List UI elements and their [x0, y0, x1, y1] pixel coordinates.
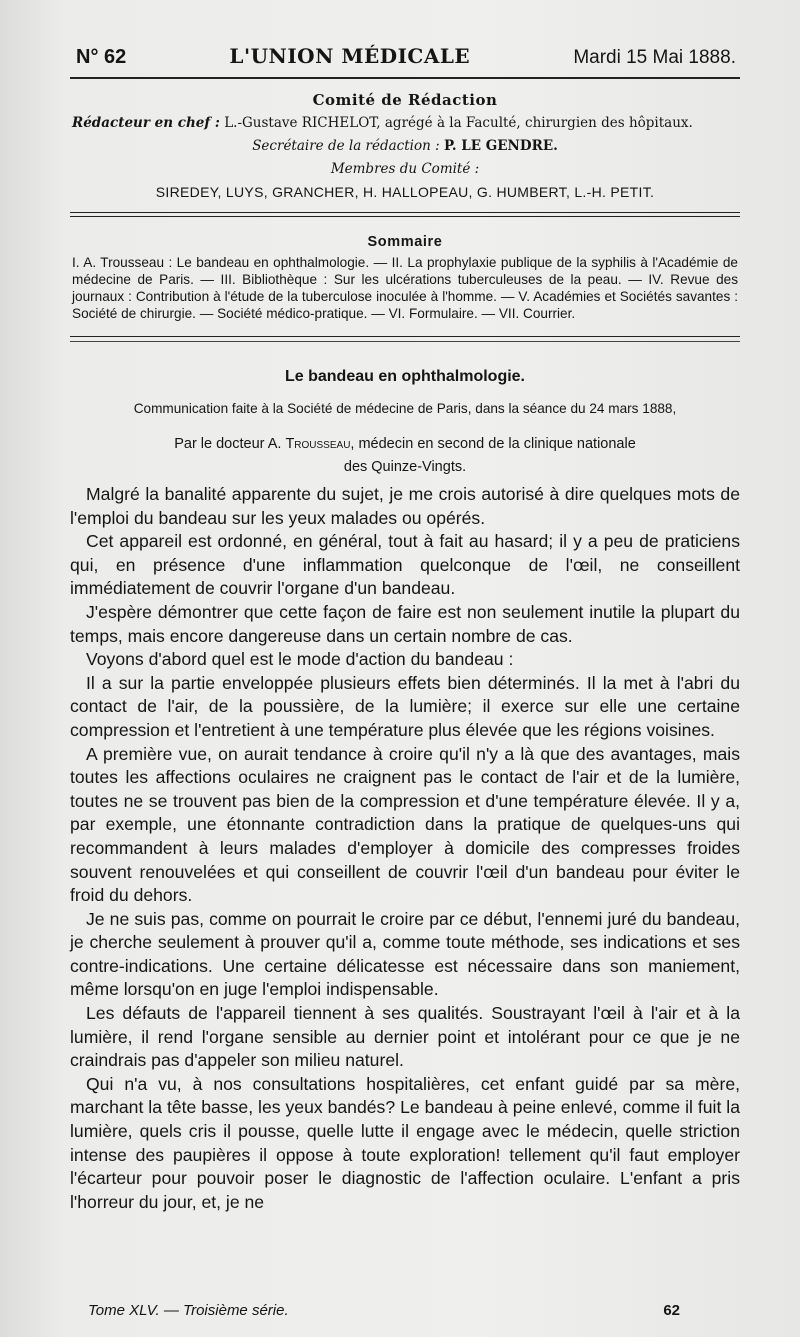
issue-number: N° 62 [76, 46, 127, 68]
byline-institution: des Quinze-Vingts. [343, 459, 467, 475]
paragraph: J'espère démontrer que cette façon de faire est non seulement inutile la plupart du temps, mais encore dangereuse dans un certain nombre de cas. [70, 601, 740, 646]
chief-editor: L.-Gustave RICHELOT, agrégé à la Faculté, chirurgien des hôpitaux. [224, 115, 693, 131]
author-name: Trousseau [285, 436, 351, 452]
communication-note: Communication faite à la Société de médecine de Paris, dans la séance du 24 mars 1888, [133, 401, 677, 416]
volume-info: Tome XLV. — Troisième série. [88, 1302, 289, 1319]
committee-members: SIREDEY, LUYS, GRANCHER, H. HALLOPEAU, G. HUMBERT, L.-H. PETIT. [155, 184, 655, 200]
issue-date: Mardi 15 Mai 1888. [573, 47, 736, 68]
members-label: Membres du Comité : [330, 161, 480, 177]
summary-heading: Sommaire [367, 234, 443, 250]
secretary-line [70, 135, 740, 158]
chief-label: Rédacteur en chef : [72, 115, 220, 131]
page-footer [88, 1302, 680, 1319]
article-byline: Par le docteur A. Trousseau, médecin en second de la clinique nationale des Quinze-Vingts. [174, 436, 636, 475]
paragraph: Qui n'a vu, à nos consultations hospitalières, cet enfant guidé par sa mère, marchant la tête basse, les yeux bandés? Le bandeau à peine enlevé, comme il fuit la lumière, quels cris il pousse, quelle lutte il engage avec le médecin, quelle striction intense des paupières il oppose à toute exploration! tellement qu'il faut employer l'écarteur pour pouvoir poser le diagnostic de l'affection oculaire. L'enfant a pris l'horreur du jour, et, je ne [70, 1073, 740, 1212]
article-rule [70, 336, 740, 337]
paragraph: Voyons d'abord quel est le mode d'action du bandeau : [86, 649, 514, 670]
committee-rule [70, 212, 740, 217]
summary-text: I. A. Trousseau : Le bandeau en ophthalmologie. — II. La prophylaxie publique de la syphilis à l'Académie de médecine de Paris. — III. Bibliothèque : Sur les ulcérations tuberculeuses de la peau. — IV. Revue des journaux : Contribution à l'étude de la tuberculose inoculée à l'homme. — V. Académies et Sociétés savantes : Société de chirurgie. — Société médico-pratique. — VI. Formulaire. — VII. Courrier. [72, 255, 738, 321]
journal-title: L'UNION MÉDICALE [229, 44, 471, 68]
secretary-label: Secrétaire de la rédaction : [252, 138, 440, 154]
page-number: 62 [663, 1302, 680, 1319]
paragraph: Je ne suis pas, comme on pourrait le croire par ce début, l'ennemi juré du bandeau, je cherche seulement à prouver qu'il a, comme toute méthode, ses indications et ses contre-indications. Une certaine délicatesse est nécessaire dans son maniement, même lorsqu'on en juge l'emploi indispensable. [70, 908, 740, 1000]
page-header [70, 44, 740, 75]
paragraph: Malgré la banalité apparente du sujet, je me crois autorisé à dire quelques mots de l'emploi du bandeau sur les yeux malades ou opérés. [70, 484, 740, 528]
article-title: Le bandeau en ophthalmologie. [284, 368, 525, 385]
header-rule [70, 77, 740, 79]
article-body [70, 479, 740, 1214]
paragraph: Les défauts de l'appareil tiennent à ses qualités. Soustrayant l'œil à l'air et à la lumière, il rend l'organe sensible au dernier point et intolérant pour ce que je ne craindrais pas d'appeler son milieu naturel. [70, 1003, 740, 1071]
chief-editor-line [70, 112, 740, 135]
secretary-name: P. LE GENDRE. [443, 138, 558, 154]
paragraph: A première vue, on aurait tendance à croire qu'il n'y a là que des avantages, mais toutes les affections oculaires ne craignent pas le contact de l'air et de la lumière, toutes ne se trouvent pas bien de la compression et d'une température élevée. Il y a, par exemple, une étonnante contradiction dans la pratique de quelques-uns qui recommandent à leurs malades d'employer à domicile des compresses froides souvent renouvelées et qui conseillent de couvrir l'œil d'un bandeau pour éviter le froid du dehors. [70, 743, 740, 906]
paragraph: Cet appareil est ordonné, en général, tout à fait au hasard; il y a peu de praticiens qui, en présence d'une inflammation quelconque de l'œil, ne conseillent immédiatement de couvrir l'organe d'un bandeau. [70, 531, 740, 599]
committee-heading: Comité de Rédaction [312, 91, 498, 109]
paragraph: Il a sur la partie enveloppée plusieurs effets bien déterminés. Il la met à l'abri du contact de l'air, de la poussière, de la lumière; il exerce sur elle une certaine compression et l'entretient à une température plus élevée que les régions voisines. [70, 672, 740, 740]
editorial-committee [70, 81, 740, 204]
